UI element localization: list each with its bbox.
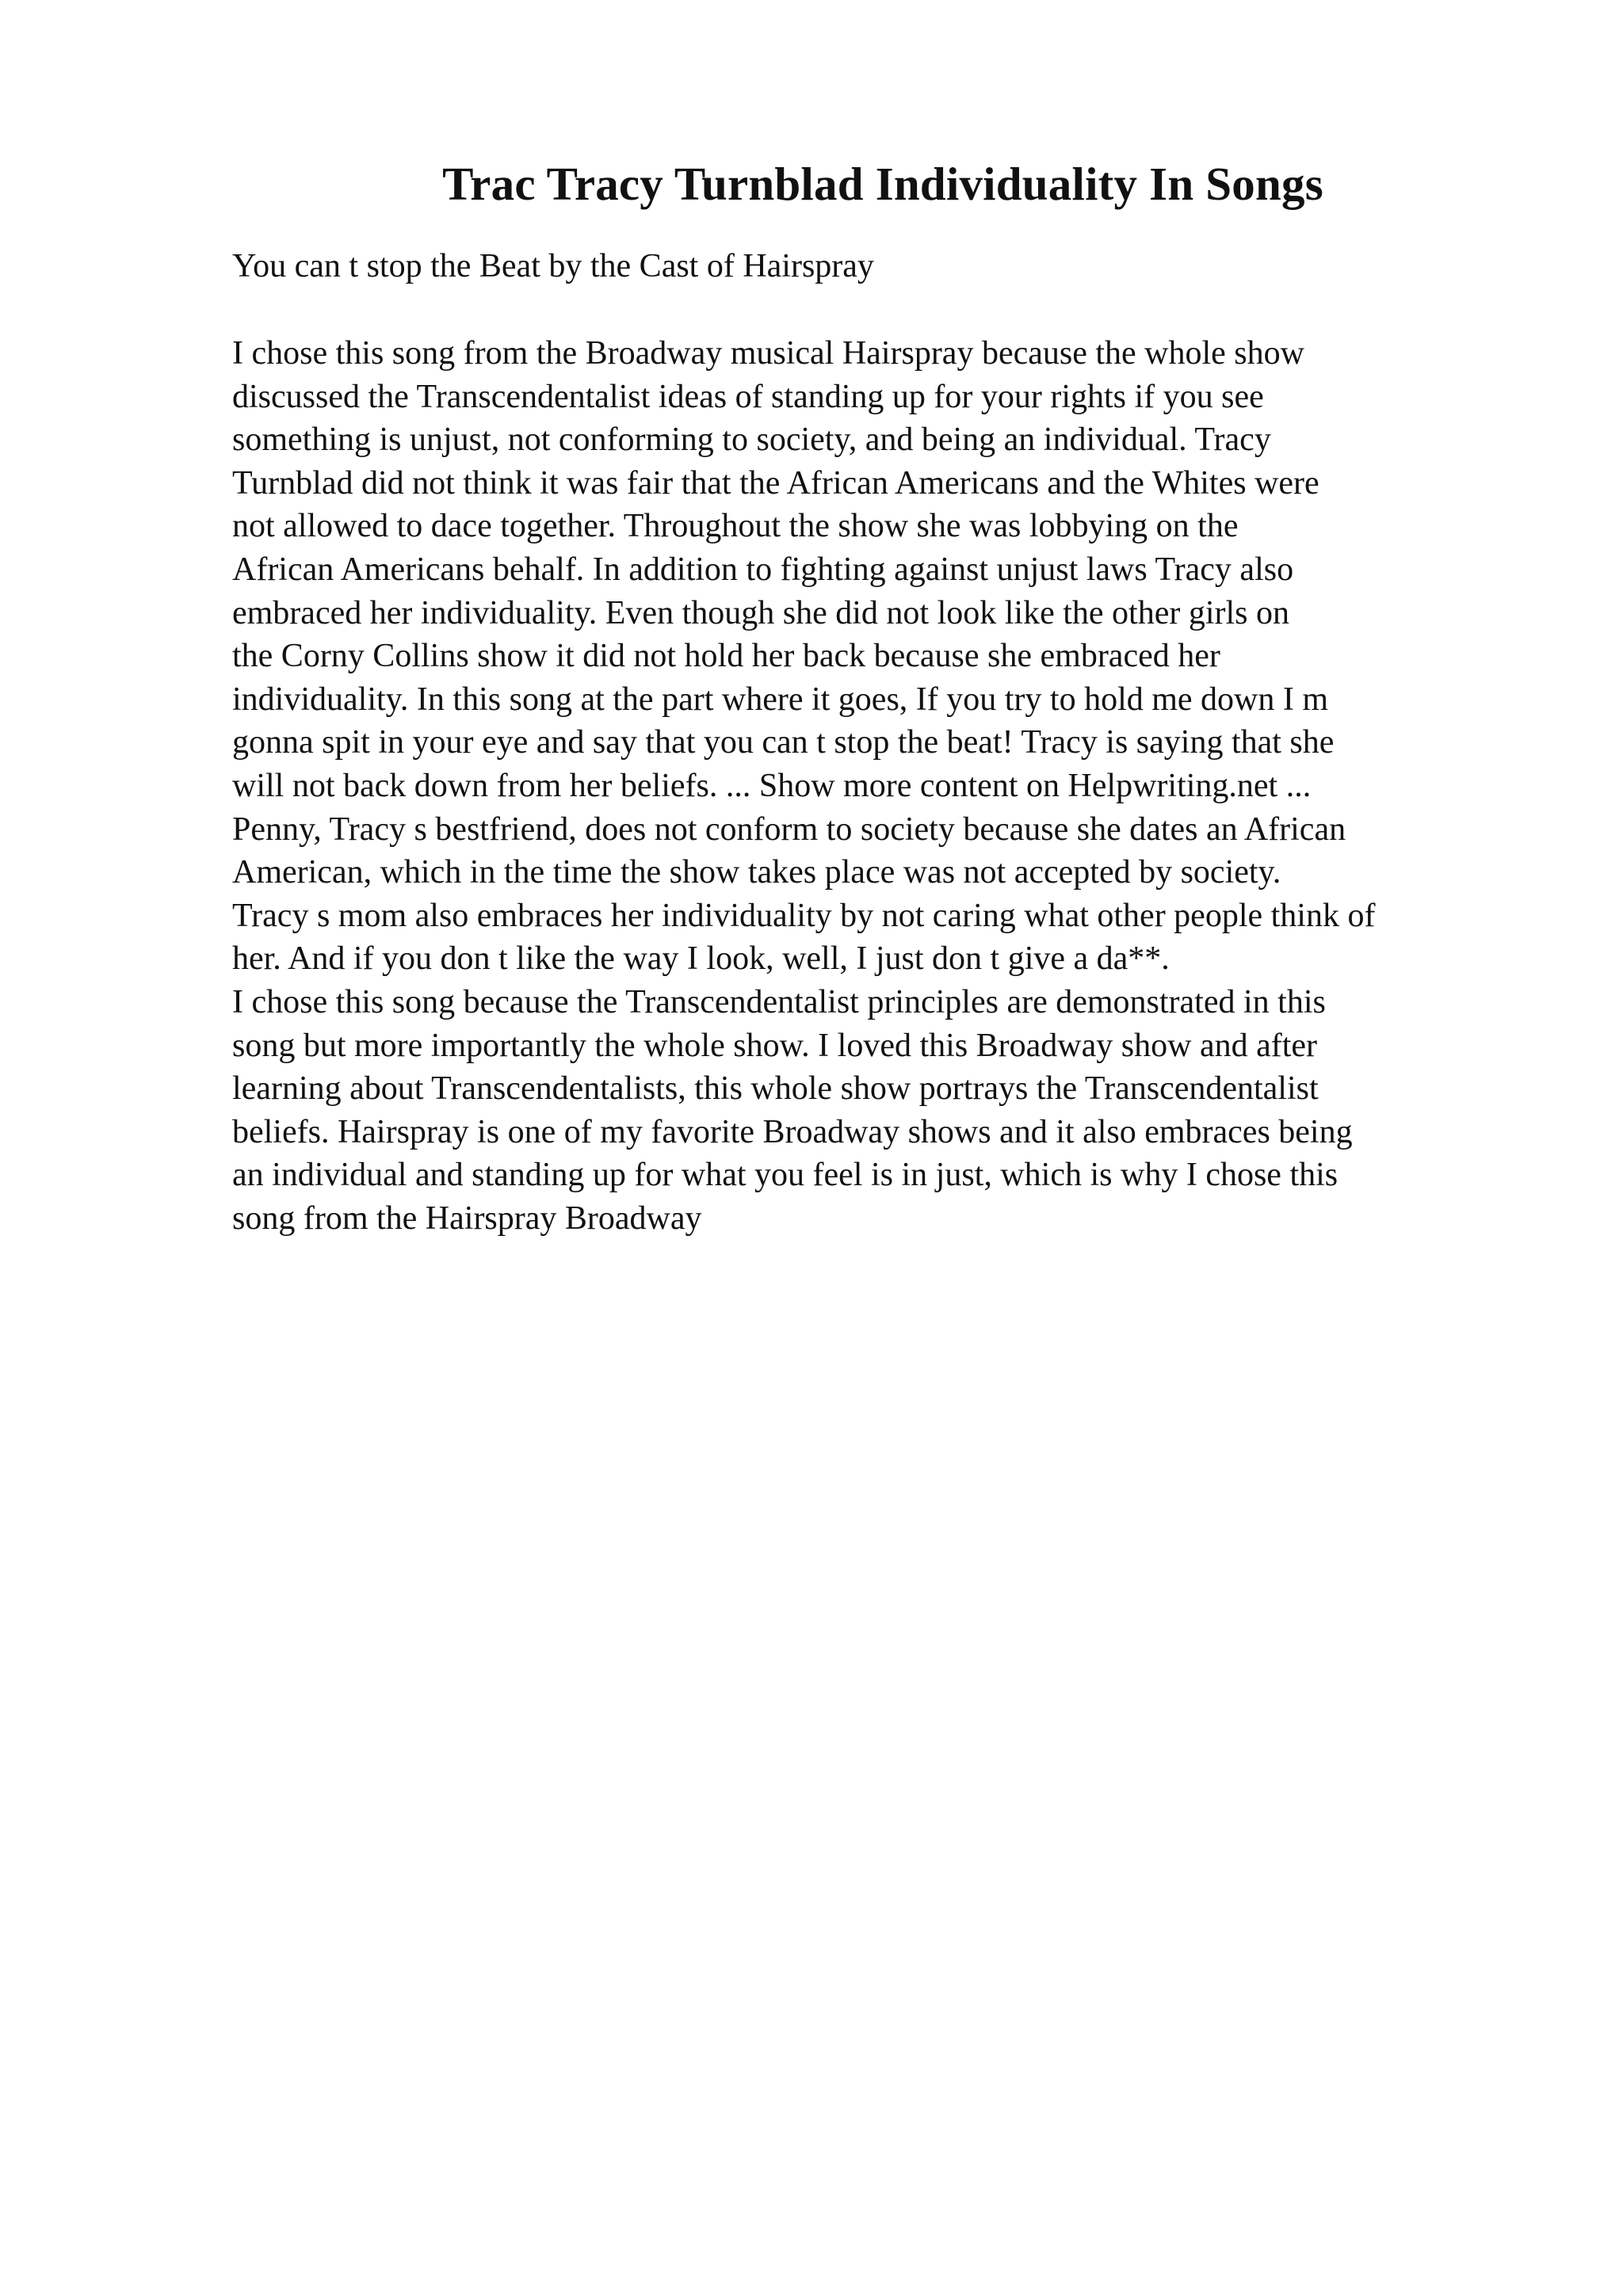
body-line: not allowed to dace together. Throughout the show she was lobbying on the <box>232 508 1239 545</box>
body-line: discussed the Transcendentalist ideas of standing up for your rights if you see <box>232 378 1264 415</box>
body-line: I chose this song because the Transcendentalist principles are demonstrated in this <box>232 983 1326 1020</box>
body-line: Penny, Tracy s bestfriend, does not conform to society because she dates an African <box>232 810 1346 848</box>
document-subtitle: You can t stop the Beat by the Cast of Hairspray <box>232 248 874 284</box>
body-line: gonna spit in your eye and say that you can t stop the beat! Tracy is saying that she <box>232 724 1335 761</box>
body-line: African Americans behalf. In addition to fighting against unjust laws Tracy also <box>232 551 1294 588</box>
body-line: American, which in the time the show takes place was not accepted by society. <box>232 854 1281 891</box>
body-line: I chose this song from the Broadway musical Hairspray because the whole show <box>232 335 1304 372</box>
body-line: embraced her individuality. Even though she did not look like the other girls on <box>232 594 1289 631</box>
body-line: her. And if you don t like the way I look, well, I just don t give a da**. <box>232 940 1170 978</box>
body-line: song from the Hairspray Broadway <box>232 1199 702 1237</box>
document-title: Trac Tracy Turnblad Individuality In Songs <box>442 158 1323 210</box>
body-line: something is unjust, not conforming to society, and being an individual. Tracy <box>232 421 1271 459</box>
body-line: Tracy s mom also embraces her individuality by not caring what other people think of <box>232 897 1376 934</box>
body-line: individuality. In this song at the part where it goes, If you try to hold me down I m <box>232 681 1329 718</box>
body-line: an individual and standing up for what you feel is in just, which is why I chose this <box>232 1157 1338 1194</box>
body-line: learning about Transcendentalists, this whole show portrays the Transcendentalist <box>232 1070 1319 1108</box>
body-line: will not back down from her beliefs. ... Show more content on Helpwriting.net ... <box>232 767 1312 804</box>
body-line: the Corny Collins show it did not hold her back because she embraced her <box>232 638 1220 675</box>
body-line: Turnblad did not think it was fair that the African Americans and the Whites were <box>232 464 1319 502</box>
body-line: song but more importantly the whole show. I loved this Broadway show and after <box>232 1027 1318 1064</box>
body-line: beliefs. Hairspray is one of my favorite Broadway shows and it also embraces being <box>232 1113 1353 1150</box>
document-body <box>232 332 1516 1240</box>
